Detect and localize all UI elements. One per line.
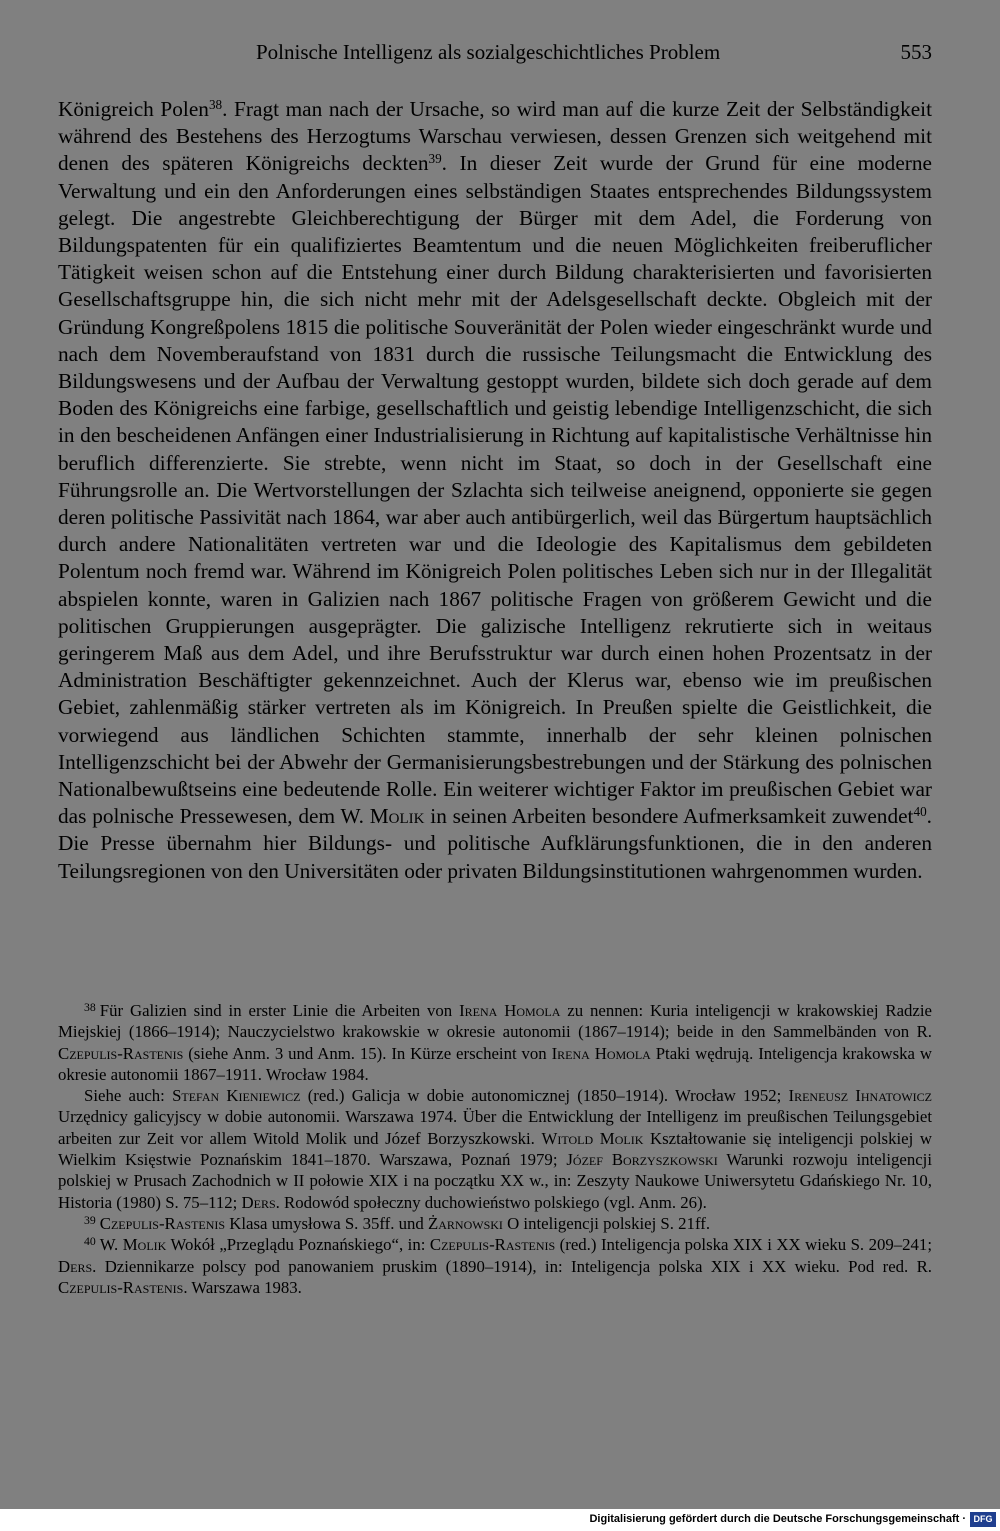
footnote-38-continued: Siehe auch: Stefan Kieniewicz (red.) Galicja w dobie autonomicznej (1850–1914). Wrocław 1952; Ireneusz Ihnatowicz Urzędnicy galicyjscy w dobie autonomii. Warszawa 1974. Über die Entwicklung der Intelligenz im preußischen Teilungsgebiet arbeiten zur Zeit vor allem Witold Molik und Józef Borzyszkowski. Witold Molik Kształtowanie się inteligencji polskiej w Wielkim Księstwie Poznańskim 1841–1870. Warszawa, Poznań 1979; Józef Borzyszkowski Warunki rozwoju inteligencji polskiej w Prusach Zachodnich w II połowie XIX i na początku XX w., in: Zeszyty Naukowe Uniwersytetu Gdańskiego Nr. 10, Historia (1980) S. 75–112; Ders. Rodowód społeczny duchowieństwo polskiego (vgl. Anm. 26). xyxy=(58,1086,932,1212)
footnote-number: 40 xyxy=(84,1234,96,1248)
page-number: 553 xyxy=(900,40,932,64)
main-text xyxy=(58,96,932,885)
body-paragraph: Königreich Polen$^{38}$. Fragt man nach der Ursache, so wird man auf die kurze Zeit der Selbständigkeit während des Bestehens des Herzogtums Warschau verwiesen, dessen Grenzen sich weitgehend mit denen des späteren Königreichs deckten$^{39}$. In dieser Zeit wurde der Grund für eine moderne Verwaltung und ein den Anforderungen eines selbständigen Staates entsprechendes Bildungssystem gelegt. Die angestrebte Gleichberechtigung der Bürger mit dem Adel, die Forderung von Bildungspatenten für ein qualifiziertes Beamtentum und die neuen Möglichkeiten freiberuflicher Tätigkeit weisen schon auf die Entstehung einer durch Bildung charakterisierten und favorisierten Gesellschaftsgruppe hin, die sich nicht mehr mit der Adelsgesellschaft deckte. Obgleich mit der Gründung Kongreßpolens 1815 die politische Souveränität der Polen wieder eingeschränkt wurde und nach dem Novemberaufstand von 1831 durch die russische Teilungsmacht die Entwicklung des Bildungswesens und der Aufbau der Verwaltung gestoppt wurden, bildete sich doch gerade auf dem Boden des Königreichs eine farbige, gesellschaftlich und geistig lebendige Intelligenzschicht, die sich in den bescheidenen Anfängen einer Industrialisierung in Richtung auf kapitalistische Verhältnisse hin beruflich differenzierte. Sie strebte, wenn nicht im Staat, so doch in der Gesellschaft eine Führungsrolle an. Die Wertvorstellungen der Szlachta sich teilweise aneignend, opponierte sie gegen deren politische Passivität nach 1864, war aber auch antibürgerlich, weil das Bürgertum hauptsächlich durch andere Nationalitäten vertreten war und die Ideologie des Kapitalismus dem gebildeten Polentum noch fremd war. Während im Königreich Polen politisches Leben sich nur in der Illegalität abspielen konnte, waren in Galizien nach 1867 politische Fragen von größerem Gewicht und die politischen Gruppierungen ausgeprägter. Die galizische Intelligenz rekrutierte sich in weitaus geringerem Maß aus dem Adel, und ihre Berufsstruktur war durch einen hohen Prozentsatz in der Administration Beschäftigter gekennzeichnet. Auch der Klerus war, ebenso wie im preußischen Gebiet, zahlenmäßig stärker vertreten als im Königreich. In Preußen spielte die Geistlichkeit, die vorwiegend aus ländlichen Schichten stammte, innerhalb der sehr kleinen polnischen Intelligenzschicht bei der Abwehr der Germanisierungsbestrebungen und der Stärkung des polnischen Nationalbewußtseins eine bedeutende Rolle. Ein weiterer wichtiger Faktor im preußischen Gebiet war das polnische Pressewesen, dem W. Molik in seinen Arbeiten besondere Aufmerksamkeit zuwendet$^{40}$. Die Presse übernahm hier Bildungs- und politische Aufklärungsfunktionen, die in den anderen Teilungsregionen von den Universitäten oder privaten Bildungsinstitutionen wahrgenommen wurden. xyxy=(58,96,933,883)
footnote-ref-38[interactable]: 38 xyxy=(208,96,223,112)
footnotes xyxy=(58,1000,932,1298)
author-name-molik: Molik xyxy=(369,804,425,829)
footnote-ref-39[interactable]: 39 xyxy=(428,151,442,167)
footnote-number: 39 xyxy=(84,1213,96,1227)
footnote-number: 38 xyxy=(84,1000,96,1014)
running-title: Polnische Intelligenz als sozialgeschichtliches Problem xyxy=(256,40,721,64)
footnote-39: $^{39}$ Czepulis-Rastenis Klasa umysłowa S. 35ff. und Żarnowski O inteligencji polskiej S. 21ff. xyxy=(84,1213,711,1233)
digitization-credit: Digitalisierung gefördert durch die Deutsche Forschungsgemeinschaft · xyxy=(589,1513,966,1525)
dfg-logo-icon: DFG xyxy=(970,1512,996,1527)
digitization-footer xyxy=(0,1509,1000,1531)
footnote-38: $^{38}$ Für Galizien sind in erster Linie die Arbeiten von Irena Homola zu nennen: Kuria inteligencji w krakowskiej Radzie Miejskiej (1866–1914); Nauczycielstwo krakowskie w okresie autonomii (1867–1914); beide in den Sammelbänden von R. Czepulis-Rastenis (siehe Anm. 3 und Anm. 15). In Kürze erscheint von Irena Homola Ptaki wędrują. Inteligencja krakowska w okresie autonomii 1867–1911. Wrocław 1984. xyxy=(58,1000,932,1084)
footnote-ref-40[interactable]: 40 xyxy=(913,804,927,820)
page-header xyxy=(0,40,1000,70)
footnote-40: $^{40}$ W. Molik Wokół „Przeglądu Poznańskiego“, in: Czepulis-Rastenis (red.) Inteligencja polska XIX i XX wieku S. 209–241; Ders. Dziennikarze polscy pod panowaniem pruskim (1890–1914), in: Inteligencja polska XIX i XX wieku. Pod red. R. Czepulis-Rastenis. Warszawa 1983. xyxy=(58,1234,932,1297)
